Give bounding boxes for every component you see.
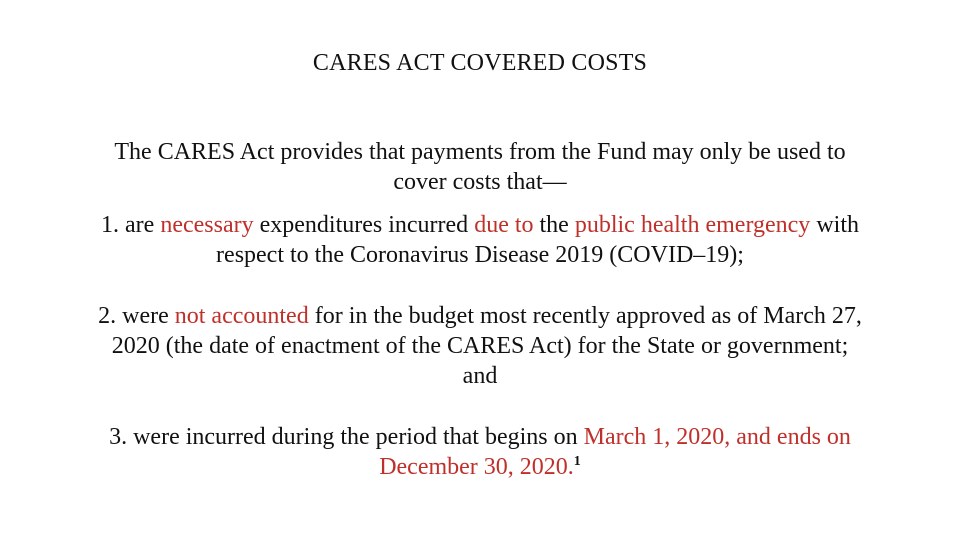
highlight-text: December 30, 2020.	[379, 454, 574, 480]
item-text: with	[816, 212, 859, 238]
highlight-text: public health emergency	[574, 212, 811, 238]
item-number: 3.	[109, 424, 128, 450]
intro-line-2: cover costs that—	[393, 169, 567, 195]
item-text-line-3: and	[462, 363, 498, 389]
slide-title: CARES ACT COVERED COSTS	[312, 50, 648, 76]
highlight-text: not accounted	[174, 303, 309, 329]
list-item-3	[22, 422, 938, 482]
item-text: for in the budget most recently approved as of March 27,	[314, 303, 862, 329]
item-text: the	[539, 212, 569, 238]
item-number: 1.	[101, 212, 120, 238]
item-text: expenditures incurred	[259, 212, 469, 238]
item-text: are	[125, 212, 155, 238]
highlight-text: March 1, 2020, and ends on	[583, 424, 851, 450]
highlight-text: necessary	[160, 212, 254, 238]
list-item-1	[22, 210, 938, 270]
highlight-text: due to	[474, 212, 534, 238]
item-text: were incurred during the period that begins on	[133, 424, 578, 450]
intro-line-1: The CARES Act provides that payments from the Fund may only be used to	[114, 139, 846, 165]
intro-paragraph	[30, 137, 930, 197]
item-number: 2.	[98, 303, 117, 329]
footnote-marker: 1	[573, 454, 581, 469]
item-text-line-2: respect to the Coronavirus Disease 2019 (COVID–19);	[216, 242, 744, 268]
item-text: were	[122, 303, 169, 329]
item-text-line-2: 2020 (the date of enactment of the CARES Act) for the State or government;	[111, 333, 849, 359]
list-item-2	[22, 301, 938, 391]
